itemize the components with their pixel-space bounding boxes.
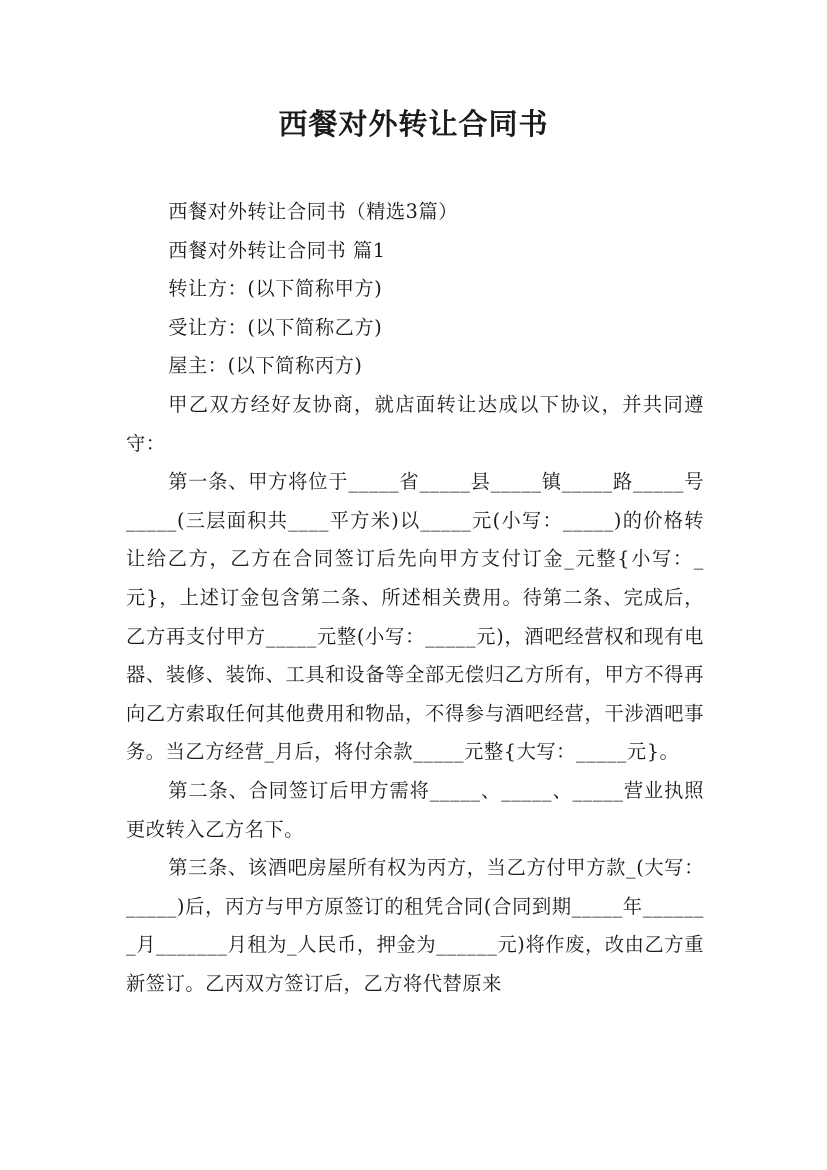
paragraph-owner: 屋主：(以下简称丙方)	[168, 354, 363, 378]
paragraph-transferee: 受让方：(以下简称乙方)	[168, 315, 383, 339]
paragraph-section-heading: 西餐对外转让合同书 篇1	[168, 238, 386, 262]
paragraph-article-1: 第一条、甲方将位于_____省_____县_____镇_____路_____号_____(三层面积共____平方米)以_____元(小写：_____)的价格转让给乙方，乙方在合同签订后先向甲方支付订金_元整{小写：_元}，上述订金包含第二条、所述相关费用。待第二条、完成后，乙方再支付甲方_____元整(小写：_____元)，酒吧经营权和现有电器、装修、装饰、工具和设备等全部无偿归乙方所有，甲方不得再向乙方索取任何其他费用和物品，不得参与酒吧经营，干涉酒吧事务。当乙方经营_月后，将付余款_____元整{大写：_____元}。	[126, 470, 704, 764]
document-title: 西餐对外转让合同书	[278, 107, 549, 141]
paragraph-transferor: 转让方：(以下简称甲方)	[168, 277, 383, 301]
paragraph-article-2: 第二条、合同签订后甲方需将_____、_____、_____营业执照更改转入乙方名下。	[126, 778, 704, 841]
paragraph-preamble: 甲乙双方经好友协商，就店面转让达成以下协议，并共同遵守：	[126, 392, 704, 455]
paragraph-article-3: 第三条、该酒吧房屋所有权为丙方，当乙方付甲方款_(大写：_____)后，丙方与甲方原签订的租凭合同(合同到期_____年_______月_______月租为_人民币，押金为______元)将作废，改由乙方重新签订。乙丙双方签订后，乙方将代替原来	[126, 856, 704, 995]
paragraph-subtitle: 西餐对外转让合同书（精选3篇）	[168, 200, 459, 223]
document-body	[126, 193, 704, 1003]
